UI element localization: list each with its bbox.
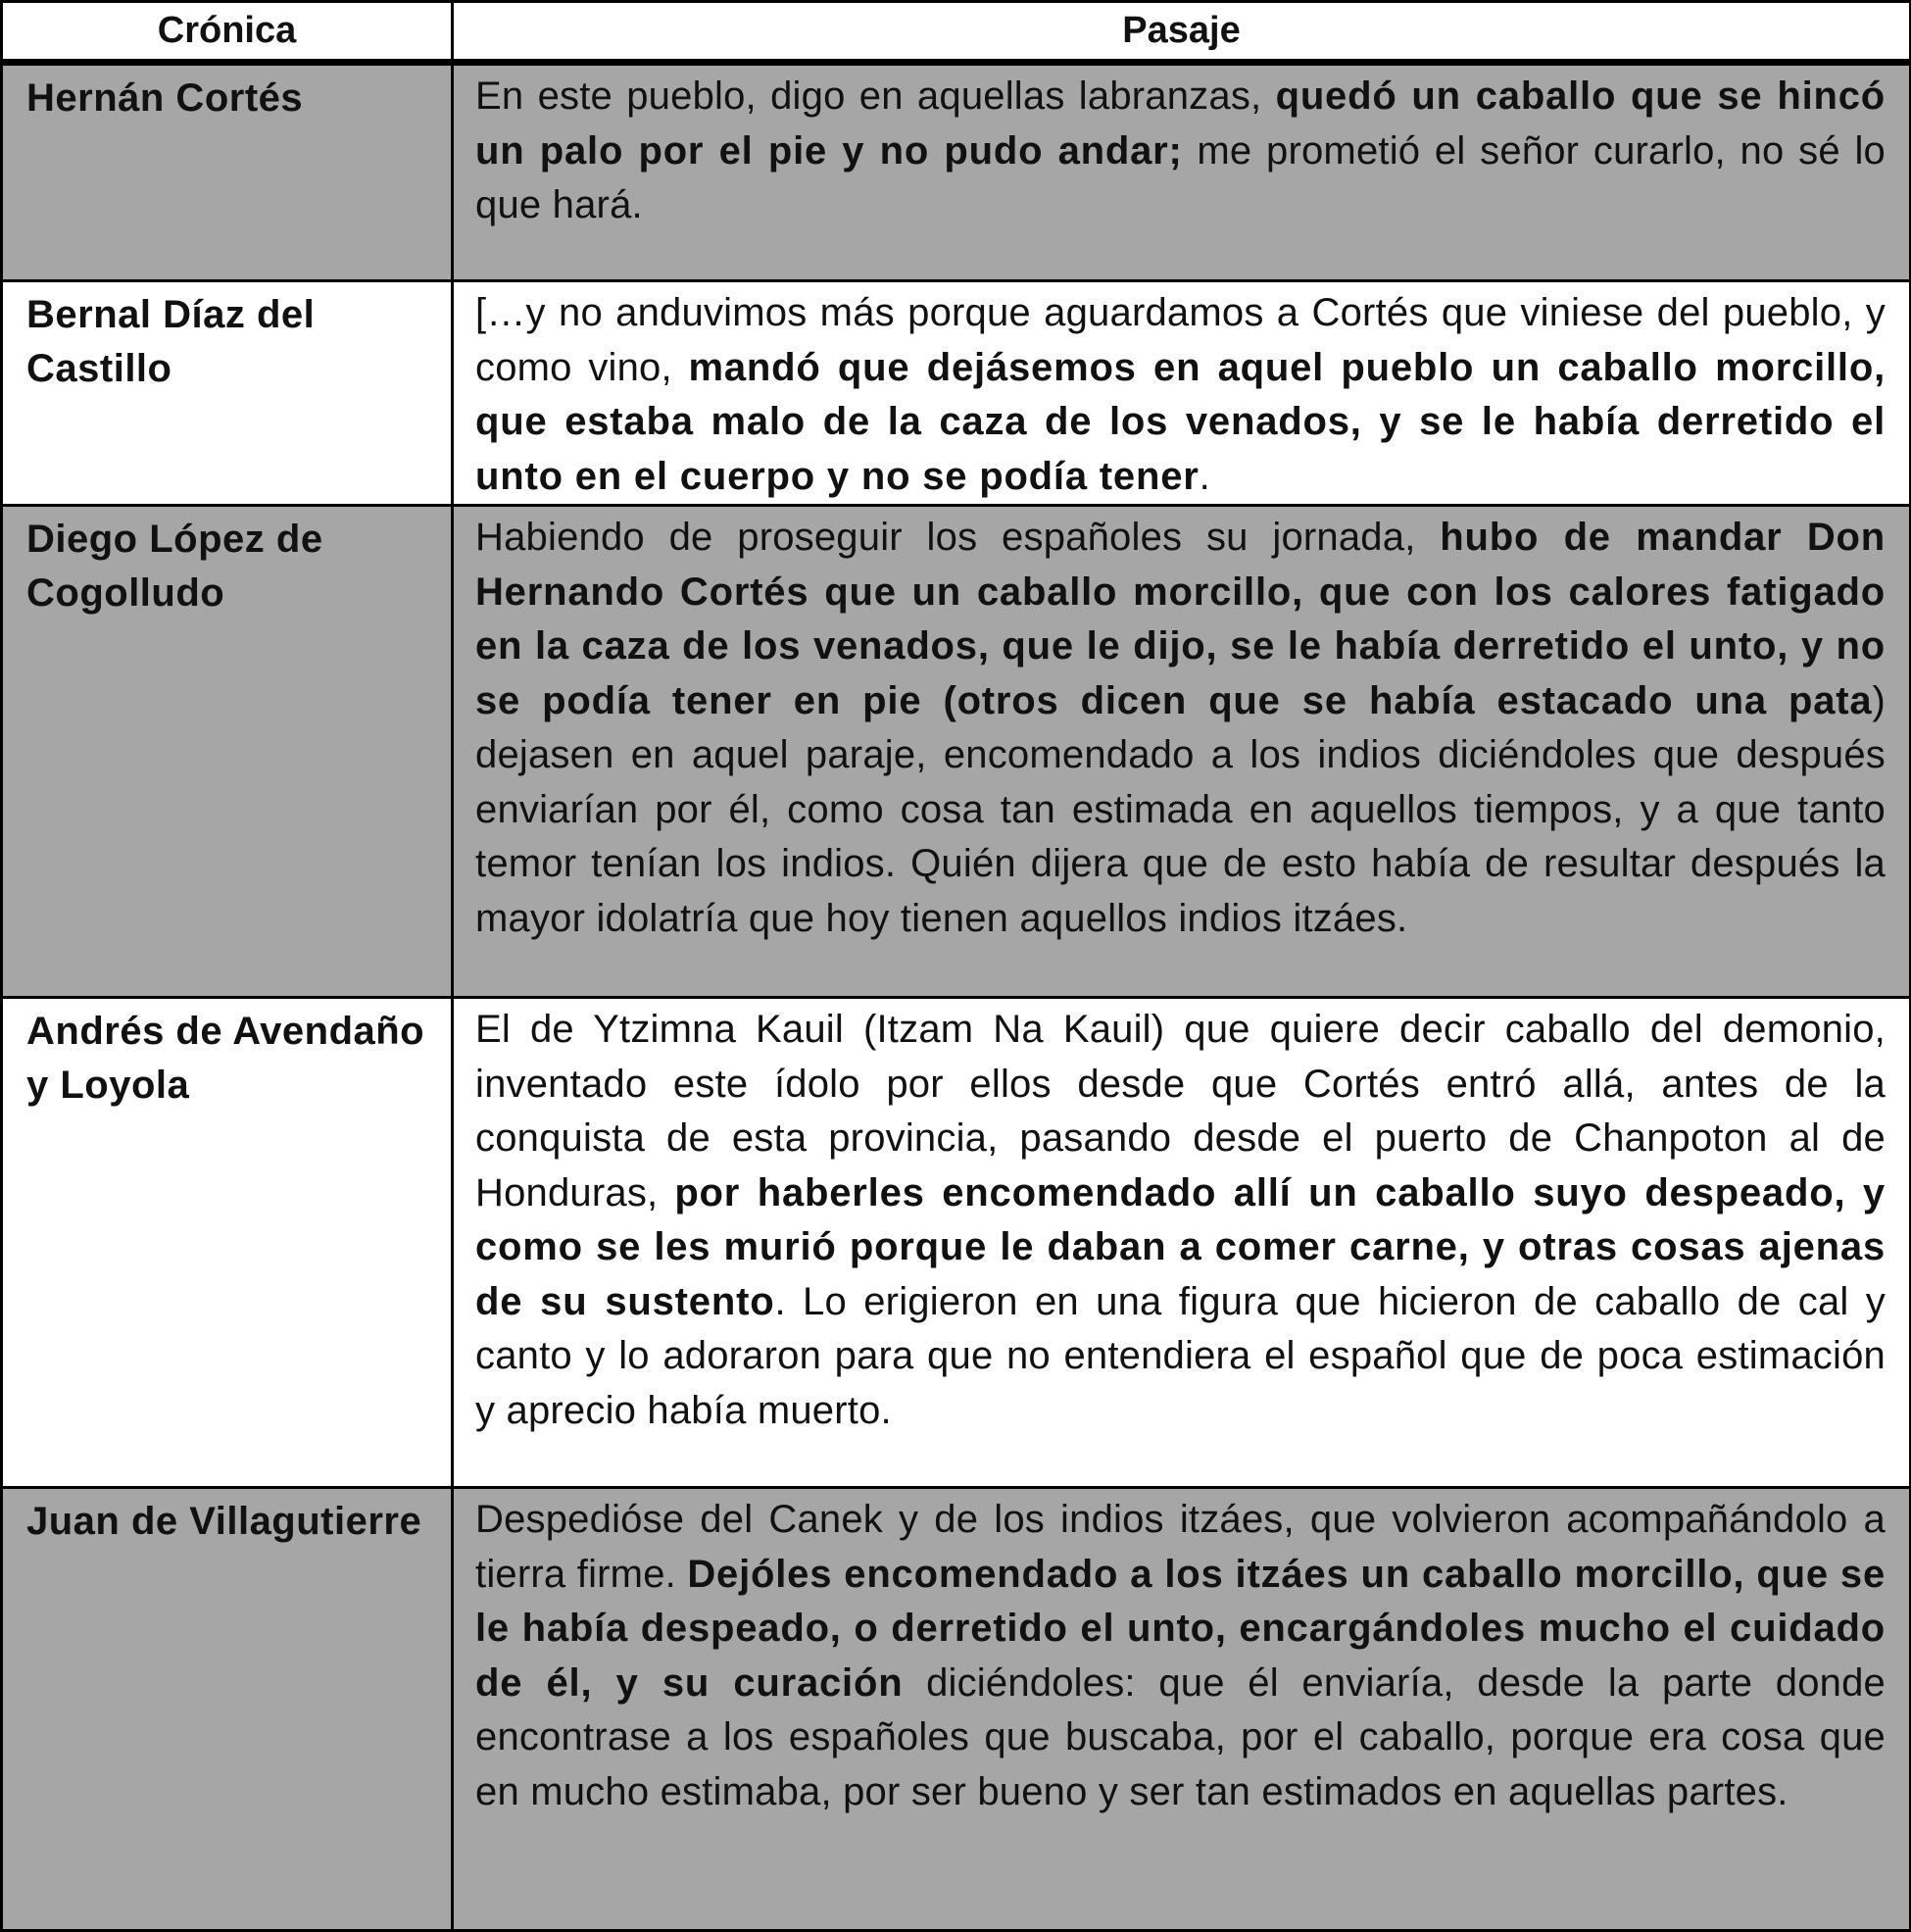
pasaje-text: En este pueblo, digo en aquellas labranzas, — [475, 74, 1276, 118]
pasaje-text: diciéndoles: que él enviaría, desde la parte donde encontrase a los españoles que buscaba, por el caballo, porque era cosa que en mucho estimaba, por ser bueno y ser tan estimados en aquellas partes. — [475, 1660, 1886, 1813]
pasaje-bold-text: por haberles encomendado allí un caballo suyo despeado, y como se les murió porque le daban a comer carne, y otras cosas ajenas de su sustento — [475, 1170, 1886, 1323]
cronica-cell: Andrés de Avendaño y Loyola — [2, 998, 453, 1488]
table-header-row — [2, 2, 1911, 63]
cronica-cell: Diego López de Cogolludo — [2, 506, 453, 998]
pasaje-text: . Lo erigieron en una figura que hicieron de caballo de cal y canto y lo adoraron para que no entendiera el español que de poca estimación y aprecio había muerto. — [475, 1279, 1886, 1432]
pasaje-bold-text: quedó un caballo que se hincó un palo por el pie y no pudo andar; — [475, 74, 1886, 173]
cronica-cell: Bernal Díaz del Castillo — [2, 281, 453, 506]
table-row — [2, 281, 1911, 506]
pasaje-bold-text: Dejóles encomendado a los itzáes un caballo morcillo, que se le había despeado, o derretido el unto, encargándoles mucho el cuidado de él, y su curación — [475, 1552, 1886, 1705]
table-row — [2, 506, 1911, 998]
cronica-cell: Juan de Villagutierre — [2, 1488, 453, 1931]
header-cronica: Crónica — [2, 2, 453, 63]
pasaje-text: El de Ytzimna Kauil (Itzam Na Kauil) que quiere decir caballo del demonio, inventado este ídolo por ellos desde que Cortés entró allá, antes de la conquista de esta provincia, pasando desde el puerto de Chanpoton al de Honduras, — [475, 1008, 1886, 1214]
pasaje-bold-text: mandó que dejásemos en aquel pueblo un caballo morcillo, que estaba malo de la caza de los venados, y se le había derretido el unto en el cuerpo y no se podía tener — [475, 345, 1886, 498]
header-pasaje: Pasaje — [453, 2, 1911, 63]
table-row — [2, 1488, 1911, 1931]
pasaje-cell — [453, 998, 1911, 1488]
pasaje-bold-text: hubo de mandar Don Hernando Cortés que un caballo morcillo, que con los calores fatigado en la caza de los venados, que le dijo, se le había derretido el unto, y no se podía tener en pie (otros dicen que se había estacado una pata — [475, 516, 1886, 722]
pasaje-cell — [453, 1488, 1911, 1931]
pasaje-text: […y no anduvimos más porque aguardamos a Cortés que viniese del pueblo, y como vino, — [475, 291, 1886, 389]
pasaje-cell — [453, 506, 1911, 998]
cronica-cell: Hernán Cortés — [2, 63, 453, 281]
table-row — [2, 998, 1911, 1488]
table-row — [2, 63, 1911, 281]
pasaje-text: Despedióse del Canek y de los indios itzáes, que volvieron acompañándolo a tierra firme. — [475, 1498, 1886, 1596]
pasaje-text: me prometió el señor curarlo, no sé lo que hará. — [475, 128, 1886, 226]
pasaje-text: ) dejasen en aquel paraje, encomendado a los indios diciéndoles que después enviarían por él, como cosa tan estimada en aquellos tiempos, y a que tanto temor tenían los indios. Quién dijera que de esto había de resultar después la mayor idolatría que hoy tienen aquellos indios itzáes. — [475, 678, 1886, 940]
pasaje-cell — [453, 281, 1911, 506]
pasaje-text: Habiendo de proseguir los españoles su jornada, — [475, 516, 1441, 559]
pasaje-text: . — [1199, 454, 1210, 498]
pasaje-cell — [453, 63, 1911, 281]
